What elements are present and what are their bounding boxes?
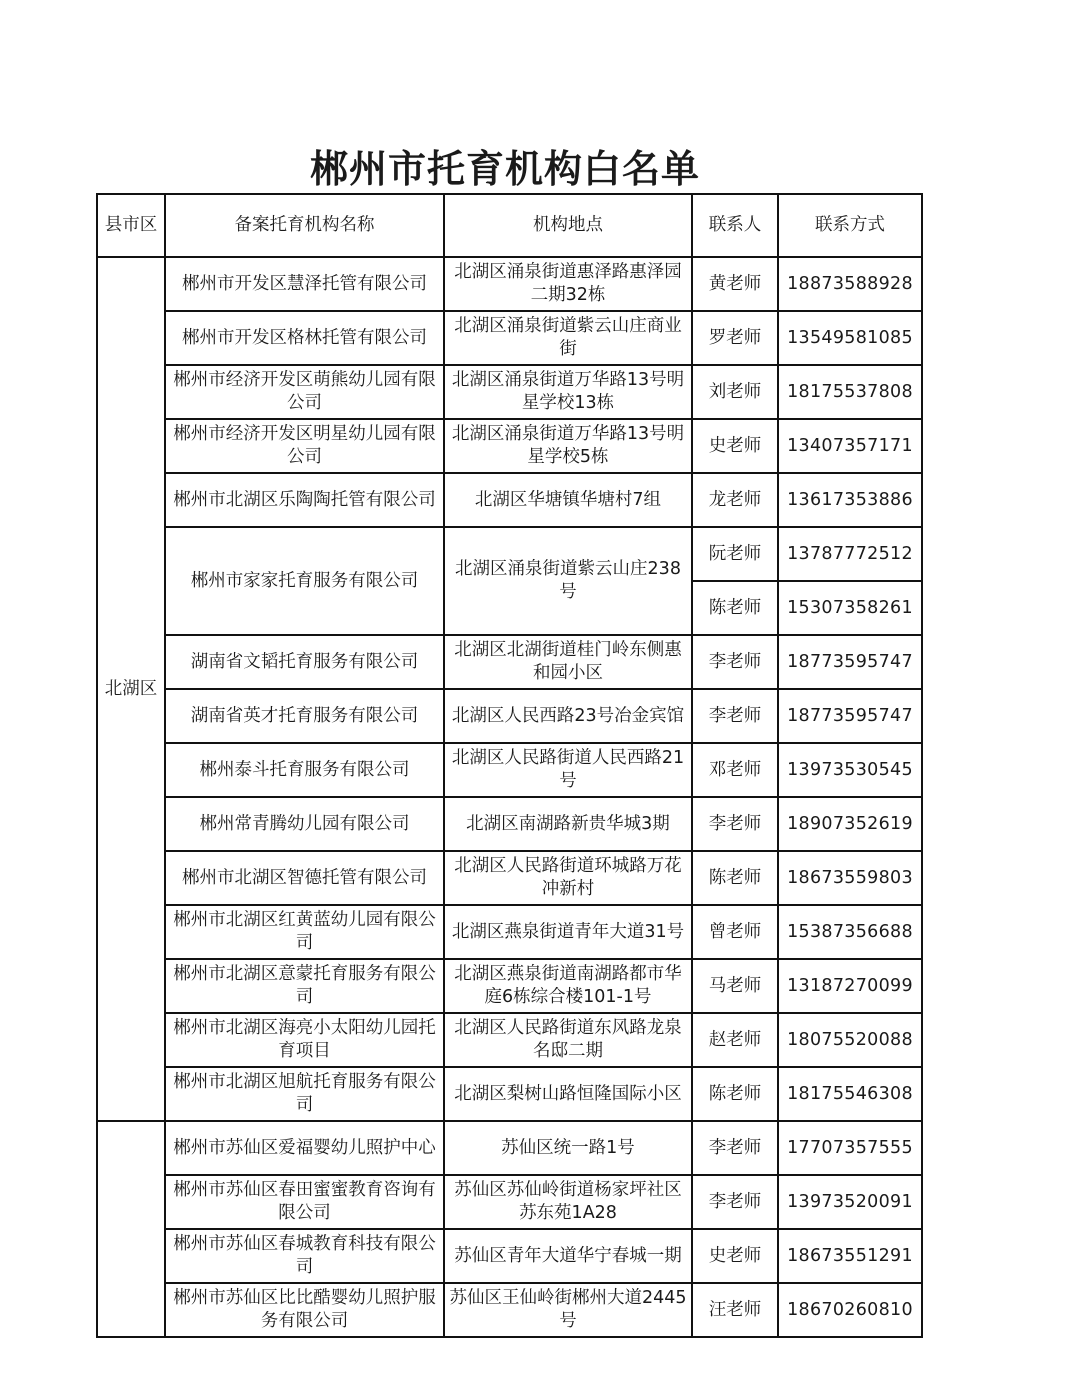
org-name: 郴州市苏仙区爱福婴幼儿照护中心 xyxy=(165,1121,444,1175)
contact-phone: 18873588928 xyxy=(778,257,922,311)
contact-person: 陈老师 xyxy=(692,1067,778,1121)
table-row xyxy=(97,1121,922,1175)
org-name: 郴州市北湖区旭航托育服务有限公司 xyxy=(165,1067,444,1121)
org-name: 郴州市苏仙区比比酷婴幼儿照护服务有限公司 xyxy=(165,1283,444,1337)
org-address: 苏仙区统一路1号 xyxy=(444,1121,692,1175)
org-name: 郴州市经济开发区明星幼儿园有限公司 xyxy=(165,419,444,473)
table-row xyxy=(97,365,922,419)
org-name: 郴州市苏仙区春田蜜蜜教育咨询有限公司 xyxy=(165,1175,444,1229)
org-address: 苏仙区王仙岭街郴州大道2445号 xyxy=(444,1283,692,1337)
org-address: 北湖区人民路街道人民西路21号 xyxy=(444,743,692,797)
header-contact: 联系人 xyxy=(692,194,778,257)
table-row xyxy=(97,959,922,1013)
table-row xyxy=(97,527,922,581)
contact-phone: 18075520088 xyxy=(778,1013,922,1067)
table-row xyxy=(97,905,922,959)
contact-person: 邓老师 xyxy=(692,743,778,797)
org-name: 郴州市北湖区智德托管有限公司 xyxy=(165,851,444,905)
document-title: 郴州市托育机构白名单 xyxy=(309,147,700,191)
contact-person: 阮老师 xyxy=(692,527,778,581)
contact-phone: 18175546308 xyxy=(778,1067,922,1121)
contact-person: 赵老师 xyxy=(692,1013,778,1067)
table-row xyxy=(97,635,922,689)
table-row xyxy=(97,1283,922,1337)
org-address: 北湖区燕泉街道青年大道31号 xyxy=(444,905,692,959)
contact-phone: 13787772512 xyxy=(778,527,922,581)
district-cell-suxian xyxy=(97,1121,165,1337)
contact-person: 黄老师 xyxy=(692,257,778,311)
org-address: 北湖区南湖路新贵华城3期 xyxy=(444,797,692,851)
contact-person: 汪老师 xyxy=(692,1283,778,1337)
org-address: 北湖区北湖街道桂门岭东侧惠和园小区 xyxy=(444,635,692,689)
org-name: 郴州泰斗托育服务有限公司 xyxy=(165,743,444,797)
table-row xyxy=(97,1067,922,1121)
contact-person: 李老师 xyxy=(692,689,778,743)
org-name: 郴州市北湖区意蒙托育服务有限公司 xyxy=(165,959,444,1013)
contact-person: 曾老师 xyxy=(692,905,778,959)
contact-person: 史老师 xyxy=(692,419,778,473)
org-address: 北湖区人民路街道环城路万花冲新村 xyxy=(444,851,692,905)
org-address: 北湖区人民路街道东风路龙泉名邸二期 xyxy=(444,1013,692,1067)
contact-person: 史老师 xyxy=(692,1229,778,1283)
table-header-row xyxy=(97,194,922,257)
contact-phone: 13973530545 xyxy=(778,743,922,797)
org-name: 郴州常青腾幼儿园有限公司 xyxy=(165,797,444,851)
table-row xyxy=(97,1175,922,1229)
contact-phone: 13407357171 xyxy=(778,419,922,473)
header-name: 备案托育机构名称 xyxy=(165,194,444,257)
org-address: 北湖区人民西路23号冶金宾馆 xyxy=(444,689,692,743)
org-address: 北湖区涌泉街道万华路13号明星学校13栋 xyxy=(444,365,692,419)
table-row xyxy=(97,1013,922,1067)
contact-person: 李老师 xyxy=(692,1121,778,1175)
org-address: 北湖区涌泉街道紫云山庄238号 xyxy=(444,527,692,635)
table-row xyxy=(97,473,922,527)
table-row xyxy=(97,1229,922,1283)
org-address: 北湖区涌泉街道惠泽路惠泽园二期32栋 xyxy=(444,257,692,311)
contact-person: 李老师 xyxy=(692,797,778,851)
header-district: 县市区 xyxy=(97,194,165,257)
contact-person: 李老师 xyxy=(692,1175,778,1229)
org-address: 北湖区梨树山路恒隆国际小区 xyxy=(444,1067,692,1121)
org-name: 郴州市北湖区海亮小太阳幼儿园托育项目 xyxy=(165,1013,444,1067)
contact-phone: 18175537808 xyxy=(778,365,922,419)
org-address: 北湖区涌泉街道万华路13号明星学校5栋 xyxy=(444,419,692,473)
contact-phone: 13549581085 xyxy=(778,311,922,365)
org-address: 苏仙区苏仙岭街道杨家坪社区苏东苑1A28 xyxy=(444,1175,692,1229)
header-phone: 联系方式 xyxy=(778,194,922,257)
contact-phone: 13617353886 xyxy=(778,473,922,527)
contact-person: 陈老师 xyxy=(692,851,778,905)
contact-phone: 18773595747 xyxy=(778,635,922,689)
contact-phone: 18673559803 xyxy=(778,851,922,905)
district-cell-beihu: 北湖区 xyxy=(97,257,165,1121)
contact-person: 马老师 xyxy=(692,959,778,1013)
org-name: 郴州市开发区格林托管有限公司 xyxy=(165,311,444,365)
contact-phone: 18907352619 xyxy=(778,797,922,851)
org-name: 郴州市北湖区乐陶陶托管有限公司 xyxy=(165,473,444,527)
contact-phone: 13187270099 xyxy=(778,959,922,1013)
org-name: 郴州市开发区慧泽托管有限公司 xyxy=(165,257,444,311)
contact-phone: 18670260810 xyxy=(778,1283,922,1337)
contact-phone: 18673551291 xyxy=(778,1229,922,1283)
org-address: 北湖区华塘镇华塘村7组 xyxy=(444,473,692,527)
whitelist-table xyxy=(96,193,923,1338)
contact-person: 刘老师 xyxy=(692,365,778,419)
header-address: 机构地点 xyxy=(444,194,692,257)
table-row xyxy=(97,851,922,905)
contact-phone: 17707357555 xyxy=(778,1121,922,1175)
org-name: 郴州市家家托育服务有限公司 xyxy=(165,527,444,635)
contact-phone: 15307358261 xyxy=(778,581,922,635)
org-name: 郴州市北湖区红黄蓝幼儿园有限公司 xyxy=(165,905,444,959)
table-row xyxy=(97,689,922,743)
contact-person: 陈老师 xyxy=(692,581,778,635)
org-address: 苏仙区青年大道华宁春城一期 xyxy=(444,1229,692,1283)
table-row xyxy=(97,797,922,851)
org-address: 北湖区燕泉街道南湖路都市华庭6栋综合楼101-1号 xyxy=(444,959,692,1013)
contact-person: 龙老师 xyxy=(692,473,778,527)
table-row xyxy=(97,311,922,365)
contact-phone: 13973520091 xyxy=(778,1175,922,1229)
org-name: 湖南省英才托育服务有限公司 xyxy=(165,689,444,743)
contact-phone: 15387356688 xyxy=(778,905,922,959)
table-row xyxy=(97,257,922,311)
contact-person: 李老师 xyxy=(692,635,778,689)
org-name: 郴州市苏仙区春城教育科技有限公司 xyxy=(165,1229,444,1283)
contact-phone: 18773595747 xyxy=(778,689,922,743)
org-name: 郴州市经济开发区萌熊幼儿园有限公司 xyxy=(165,365,444,419)
table-row xyxy=(97,419,922,473)
org-address: 北湖区涌泉街道紫云山庄商业街 xyxy=(444,311,692,365)
contact-person: 罗老师 xyxy=(692,311,778,365)
org-name: 湖南省文韬托育服务有限公司 xyxy=(165,635,444,689)
table-row xyxy=(97,743,922,797)
